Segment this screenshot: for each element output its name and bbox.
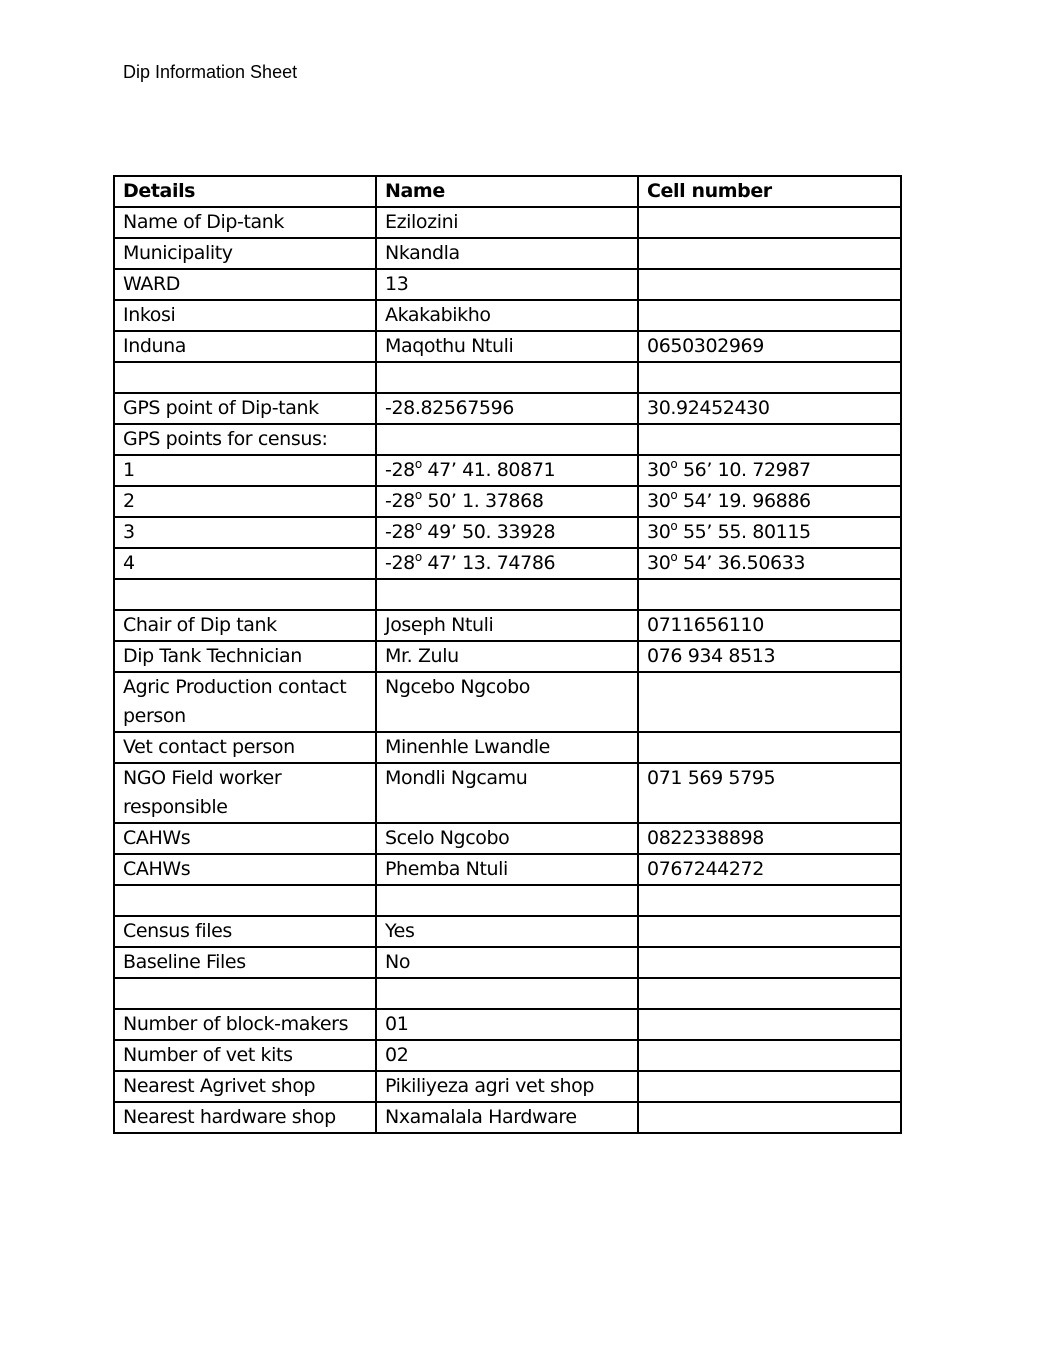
- table-row: [114, 424, 901, 455]
- table-row: [114, 1102, 901, 1133]
- name-cell: Joseph Ntuli: [376, 610, 638, 641]
- detail-cell: [114, 978, 376, 1009]
- cell-number-cell: [638, 1009, 901, 1040]
- table-row: [114, 393, 901, 424]
- name-cell: [376, 579, 638, 610]
- name-cell: [376, 885, 638, 916]
- cell-number-cell: [638, 1102, 901, 1133]
- table-row: [114, 641, 901, 672]
- table-row: [114, 823, 901, 854]
- table-row: [114, 579, 901, 610]
- cell-number-cell: 30$^o$ 55’ 55. 80115: [638, 517, 901, 548]
- cell-number-cell: 30.92452430: [638, 393, 901, 424]
- cell-number-cell: [638, 579, 901, 610]
- name-cell: [376, 424, 638, 455]
- detail-cell: GPS point of Dip-tank: [114, 393, 376, 424]
- detail-cell: [114, 579, 376, 610]
- name-cell: Mondli Ngcamu: [376, 763, 638, 823]
- name-cell: Ngcebo Ngcobo: [376, 672, 638, 732]
- table-body: [114, 207, 901, 1133]
- name-cell: Akakabikho: [376, 300, 638, 331]
- table-row: [114, 978, 901, 1009]
- cell-number-cell: [638, 885, 901, 916]
- cell-number-cell: 076 934 8513: [638, 641, 901, 672]
- cell-number-cell: [638, 916, 901, 947]
- detail-cell: WARD: [114, 269, 376, 300]
- detail-cell: 1: [114, 455, 376, 486]
- detail-cell: Census files: [114, 916, 376, 947]
- table-row: [114, 362, 901, 393]
- name-cell: Yes: [376, 916, 638, 947]
- name-cell: Scelo Ngcobo: [376, 823, 638, 854]
- detail-cell: Municipality: [114, 238, 376, 269]
- cell-number-cell: 30$^o$ 54’ 19. 96886: [638, 486, 901, 517]
- cell-number-cell: 071 569 5795: [638, 763, 901, 823]
- detail-cell: Dip Tank Technician: [114, 641, 376, 672]
- cell-number-cell: 30$^o$ 54’ 36.50633: [638, 548, 901, 579]
- cell-number-cell: 0767244272: [638, 854, 901, 885]
- column-header-details: Details: [114, 176, 376, 207]
- detail-cell: 4: [114, 548, 376, 579]
- table-row: [114, 1040, 901, 1071]
- name-cell: Minenhle Lwandle: [376, 732, 638, 763]
- name-cell: -28$^o$ 47’ 13. 74786: [376, 548, 638, 579]
- cell-number-cell: [638, 1040, 901, 1071]
- name-cell: -28$^o$ 50’ 1. 37868: [376, 486, 638, 517]
- cell-number-cell: [638, 424, 901, 455]
- name-cell: Maqothu Ntuli: [376, 331, 638, 362]
- table-row: [114, 947, 901, 978]
- name-cell: Pikiliyeza agri vet shop: [376, 1071, 638, 1102]
- table-row: [114, 269, 901, 300]
- detail-cell: Number of block-makers: [114, 1009, 376, 1040]
- table-row: [114, 854, 901, 885]
- cell-number-cell: [638, 300, 901, 331]
- cell-number-cell: [638, 732, 901, 763]
- detail-cell: Induna: [114, 331, 376, 362]
- name-cell: No: [376, 947, 638, 978]
- cell-number-cell: [638, 978, 901, 1009]
- table-row: [114, 207, 901, 238]
- table-row: [114, 486, 901, 517]
- cell-number-cell: [638, 1071, 901, 1102]
- name-cell: [376, 978, 638, 1009]
- detail-cell: 2: [114, 486, 376, 517]
- cell-number-cell: [638, 269, 901, 300]
- name-cell: -28$^o$ 49’ 50. 33928: [376, 517, 638, 548]
- table-row: [114, 916, 901, 947]
- table-row: [114, 1071, 901, 1102]
- detail-cell: Inkosi: [114, 300, 376, 331]
- detail-cell: Nearest Agrivet shop: [114, 1071, 376, 1102]
- dip-info-table: [113, 175, 902, 1134]
- table-row: [114, 610, 901, 641]
- table-row: [114, 300, 901, 331]
- detail-cell: CAHWs: [114, 854, 376, 885]
- name-cell: 01: [376, 1009, 638, 1040]
- detail-cell: Agric Production contact person: [114, 672, 376, 732]
- detail-cell: Number of vet kits: [114, 1040, 376, 1071]
- cell-number-cell: 30$^o$ 56’ 10. 72987: [638, 455, 901, 486]
- table-row: [114, 763, 901, 823]
- detail-cell: 3: [114, 517, 376, 548]
- name-cell: -28.82567596: [376, 393, 638, 424]
- column-header-name: Name: [376, 176, 638, 207]
- column-header-cell-number: Cell number: [638, 176, 901, 207]
- cell-number-cell: [638, 672, 901, 732]
- detail-cell: GPS points for census:: [114, 424, 376, 455]
- table-row: [114, 885, 901, 916]
- detail-cell: [114, 362, 376, 393]
- name-cell: -28$^o$ 47’ 41. 80871: [376, 455, 638, 486]
- cell-number-cell: 0711656110: [638, 610, 901, 641]
- cell-number-cell: 0650302969: [638, 331, 901, 362]
- detail-cell: CAHWs: [114, 823, 376, 854]
- detail-cell: Vet contact person: [114, 732, 376, 763]
- cell-number-cell: [638, 207, 901, 238]
- table-row: [114, 672, 901, 732]
- table-row: [114, 455, 901, 486]
- detail-cell: Name of Dip-tank: [114, 207, 376, 238]
- table-row: [114, 548, 901, 579]
- cell-number-cell: [638, 362, 901, 393]
- detail-cell: NGO Field worker responsible: [114, 763, 376, 823]
- detail-cell: Chair of Dip tank: [114, 610, 376, 641]
- name-cell: Nxamalala Hardware: [376, 1102, 638, 1133]
- table-row: [114, 1009, 901, 1040]
- name-cell: 02: [376, 1040, 638, 1071]
- table-row: [114, 732, 901, 763]
- name-cell: Mr. Zulu: [376, 641, 638, 672]
- page-title: Dip Information Sheet: [123, 62, 298, 82]
- cell-number-cell: 0822338898: [638, 823, 901, 854]
- table-row: [114, 517, 901, 548]
- table-row: [114, 238, 901, 269]
- detail-cell: [114, 885, 376, 916]
- detail-cell: Baseline Files: [114, 947, 376, 978]
- name-cell: [376, 362, 638, 393]
- table-header-row: [114, 176, 901, 207]
- table-row: [114, 331, 901, 362]
- cell-number-cell: [638, 238, 901, 269]
- name-cell: Nkandla: [376, 238, 638, 269]
- name-cell: Ezilozini: [376, 207, 638, 238]
- cell-number-cell: [638, 947, 901, 978]
- name-cell: 13: [376, 269, 638, 300]
- name-cell: Phemba Ntuli: [376, 854, 638, 885]
- detail-cell: Nearest hardware shop: [114, 1102, 376, 1133]
